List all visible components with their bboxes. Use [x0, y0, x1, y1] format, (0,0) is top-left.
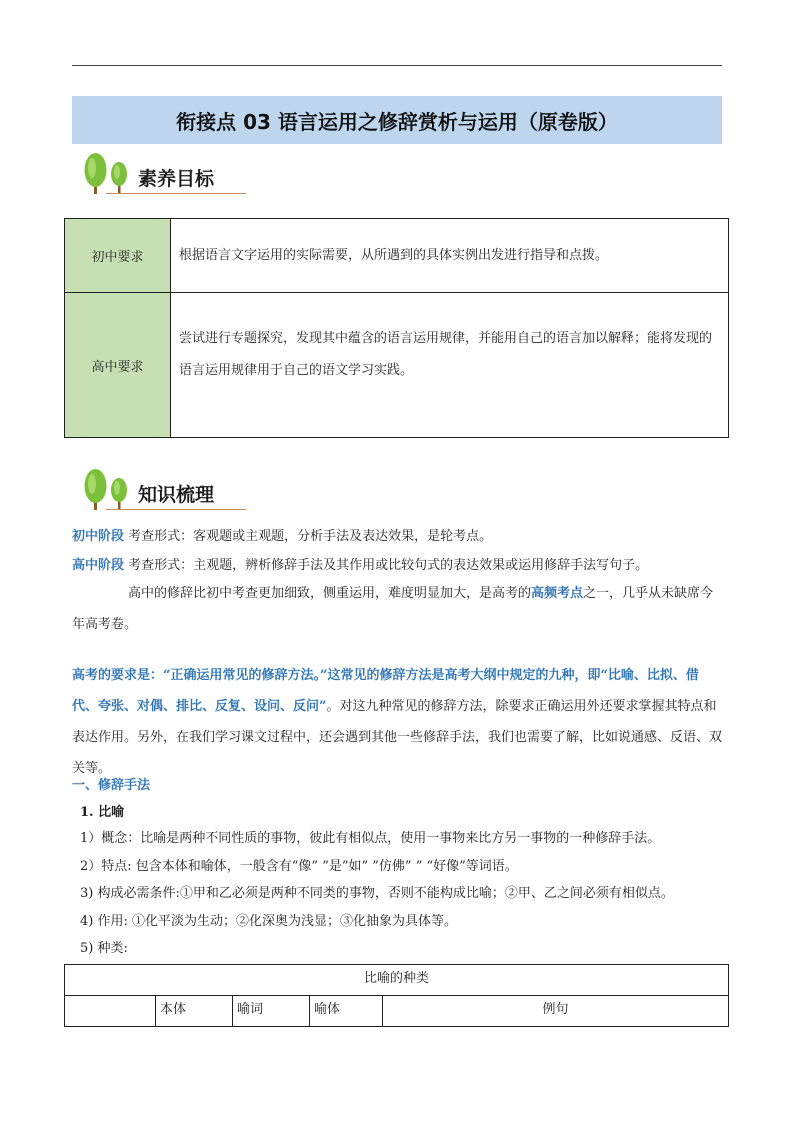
stage-senior-label: 高中阶段 [72, 558, 125, 573]
intro-paragraph-1 [72, 578, 724, 640]
item-heading: 1. 比喻 [80, 805, 125, 820]
goal-key-senior: 高中要求 [65, 293, 171, 438]
note-line: 2）特点: 包含本体和喻体，一般含有“像” ”是”如” ”仿佛” ” “好像”等词语。 [80, 858, 518, 874]
table-caption: 比喻的种类 [65, 965, 729, 996]
goal-value-junior: 根据语言文字运用的实际需要，从所遇到的具体实例出发进行指导和点拨。 [171, 219, 729, 293]
table-row [65, 996, 729, 1027]
note-line: 4) 作用: ①化平淡为生动；②化深奥为浅显；③化抽象为具体等。 [80, 913, 457, 929]
table-row [65, 219, 729, 293]
note-line: 3) 构成必需条件:①甲和乙必须是两种不同类的事物，否则不能构成比喻；②甲、乙之间必须有相似点。 [80, 886, 674, 901]
section-heading-knowledge [80, 466, 250, 516]
table-row [65, 293, 729, 438]
intro-paragraph-2 [72, 660, 724, 784]
part-heading: 一、修辞手法 [72, 778, 151, 793]
intro-p1-before: 高中的修辞比初中考查更加细致，侧重运用，难度明显加大，是高考的 [128, 586, 532, 601]
table-header-cell: 喻体 [310, 996, 383, 1027]
section-heading-goals [80, 150, 250, 200]
tree-icon [80, 466, 136, 512]
metaphor-types-table [64, 964, 729, 1027]
section-heading-underline [106, 509, 246, 510]
goals-table [64, 218, 729, 438]
stage-junior-label: 初中阶段 [72, 529, 125, 544]
intro-p2-rest: 。对这九种常见的修辞方法，除要求正确运用外还要求掌握其特点和表达作用。另外，在我们学习课文过程中，还会遇到其他一些修辞手法，我们也需要了解，比如说通感、反语、双关等。 [72, 699, 723, 776]
header-rule [72, 65, 722, 66]
stage-junior [72, 521, 724, 552]
tree-icon [80, 150, 136, 196]
table-row [65, 965, 729, 996]
intro-p1-highlight: 高频考点 [531, 586, 584, 601]
note-line: 5) 种类: [80, 941, 128, 956]
document-title-bar [72, 96, 722, 144]
intro-p2-highlight: 高考的要求是：“正确运用常见的修辞方法。”这常见的修辞方法是高考大纲中规定的九种，即“比喻、比拟、借代、夸张、对偶、排比、反复、设问、反问” [72, 668, 699, 714]
intro-p1-after: 之一，几乎从未缺席今年高考卷。 [72, 586, 714, 632]
section-heading-underline [106, 193, 246, 194]
table-header-cell: 例句 [383, 996, 729, 1027]
note-line: 1）概念：比喻是两种不同性质的事物，彼此有相似点，使用一事物来比方另一事物的一种修辞手法。 [80, 831, 661, 846]
goal-value-senior: 尝试进行专题探究，发现其中蕴含的语言运用规律，并能用自己的语言加以解释；能将发现的语言运用规律用于自己的语文学习实践。 [171, 293, 729, 438]
document-title: 衔接点 03 语言运用之修辞赏析与运用（原卷版） [176, 109, 618, 134]
section-heading-label: 知识梳理 [138, 484, 215, 506]
stage-senior [72, 550, 724, 581]
table-header-cell: 喻词 [233, 996, 310, 1027]
section-heading-label: 素养目标 [138, 168, 215, 190]
table-header-cell: 本体 [156, 996, 233, 1027]
goal-key-junior: 初中要求 [65, 219, 171, 293]
metaphor-notes [80, 825, 730, 963]
stage-junior-text: 考查形式：客观题或主观题，分析手法及表达效果，是轮考点。 [124, 529, 493, 544]
stage-senior-text: 考查形式：主观题，辨析修辞手法及其作用或比较句式的表达效果或运用修辞手法写句子。 [124, 558, 649, 573]
table-header-cell [65, 996, 156, 1027]
